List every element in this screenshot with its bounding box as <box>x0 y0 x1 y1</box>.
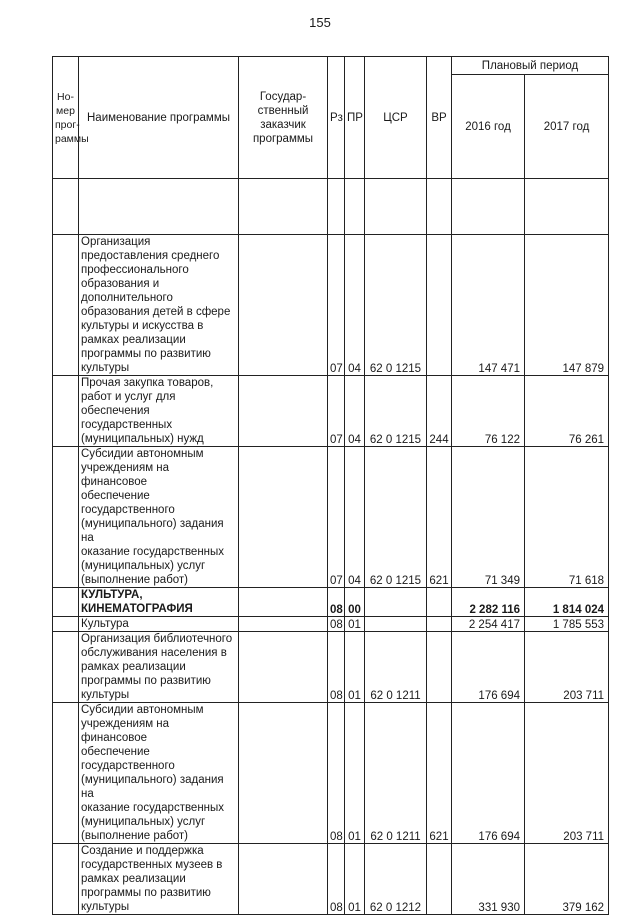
cell-pr: 01 <box>345 617 365 632</box>
cell-pr: 01 <box>345 844 365 915</box>
cell-pr: 04 <box>345 376 365 447</box>
program-name-line: (муниципальных) услуг <box>81 816 206 828</box>
cell-vr <box>427 235 452 376</box>
cell-2016: 71 349 <box>452 447 525 588</box>
cell-csr: 62 0 1212 <box>365 844 427 915</box>
cell-2017: 379 162 <box>525 844 609 915</box>
program-name-line: (выполнение работ) <box>81 830 189 842</box>
program-name-line: работ и услуг для <box>81 391 176 403</box>
cell-2016: 176 694 <box>452 632 525 703</box>
header-state-customer-line: Государ- <box>259 90 307 103</box>
table-row <box>53 447 609 588</box>
cell-vr: 621 <box>427 703 452 844</box>
program-name-line: дополнительного <box>81 292 173 304</box>
cell-vr <box>427 844 452 915</box>
cell-program-name <box>79 376 239 447</box>
cell-2016: 147 471 <box>452 235 525 376</box>
cell-rz: 08 <box>328 632 345 703</box>
cell-pr: 04 <box>345 235 365 376</box>
cell-2017: 71 618 <box>525 447 609 588</box>
cell-program-number <box>53 617 79 632</box>
cell-2016: 331 930 <box>452 844 525 915</box>
cell-state-customer <box>239 703 328 844</box>
cell-program-name <box>79 588 239 617</box>
table-row <box>53 235 609 376</box>
program-name-line: обеспечения <box>81 405 150 417</box>
program-name-line: Субсидии автономным <box>81 704 204 716</box>
cell-pr: 01 <box>345 703 365 844</box>
program-name-line: образования детей в сфере <box>81 306 231 318</box>
program-name-line: культуры и искусства в <box>81 320 204 332</box>
cell-program-name <box>79 703 239 844</box>
header-program-number-line: мер <box>56 104 75 117</box>
cell-program-number <box>53 632 79 703</box>
cell-2017: 147 879 <box>525 235 609 376</box>
cell-rz: 07 <box>328 376 345 447</box>
program-name-line: обеспечение <box>81 746 150 758</box>
table-row <box>53 588 609 617</box>
cell-csr: 62 0 1215 <box>365 376 427 447</box>
cell-state-customer <box>239 588 328 617</box>
program-name-line: государственного <box>81 760 175 772</box>
cell-program-number <box>53 235 79 376</box>
cell-pr: 00 <box>345 588 365 617</box>
cell-state-customer <box>239 844 328 915</box>
cell-2016: 2 254 417 <box>452 617 525 632</box>
header-csr: ЦСР <box>365 57 427 179</box>
header-program-name: Наименование программы <box>79 57 239 179</box>
program-name-line: оказание государственных <box>81 546 225 558</box>
program-name-line: Организация библиотечного <box>81 633 233 645</box>
cell-program-name <box>79 447 239 588</box>
cell-csr: 62 0 1215 <box>365 447 427 588</box>
cell-program-name <box>79 844 239 915</box>
header-program-number-line: прог- <box>55 118 80 131</box>
program-name-line: (муниципального) задания на <box>81 774 224 800</box>
cell-state-customer <box>239 632 328 703</box>
table-row <box>53 632 609 703</box>
program-name-line: культуры <box>81 362 130 374</box>
header-program-number-line: Но- <box>57 90 74 103</box>
program-name-line: программы по развитию <box>81 348 211 360</box>
header-state-customer-line: заказчик <box>260 118 306 131</box>
header-program-number-line: раммы <box>55 132 89 145</box>
program-name-line: предоставления среднего <box>81 250 220 262</box>
cell-csr: 62 0 1215 <box>365 235 427 376</box>
program-name-line: программы по развитию <box>81 675 211 687</box>
cell-2016: 76 122 <box>452 376 525 447</box>
cell-vr: 621 <box>427 447 452 588</box>
program-name-line: профессионального <box>81 264 189 276</box>
program-name-line: (муниципальных) услуг <box>81 560 206 572</box>
table-row <box>53 703 609 844</box>
cell-pr: 04 <box>345 447 365 588</box>
cell-state-customer <box>239 376 328 447</box>
cell-program-name <box>79 235 239 376</box>
cell-state-customer <box>239 447 328 588</box>
cell-csr <box>365 617 427 632</box>
cell-vr <box>427 588 452 617</box>
budget-table <box>52 56 609 915</box>
cell-program-name <box>79 632 239 703</box>
program-name-line: Прочая закупка товаров, <box>81 377 214 389</box>
cell-2017: 203 711 <box>525 632 609 703</box>
cell-csr <box>365 588 427 617</box>
header-pr: ПР <box>345 57 365 179</box>
program-name-line: государственного <box>81 504 175 516</box>
page-number: 155 <box>309 15 331 30</box>
header-state-customer <box>239 57 328 179</box>
program-name-line: учреждениям на финансовое <box>81 462 170 488</box>
table-row-spacer <box>53 179 609 235</box>
program-name-line: рамках реализации <box>81 334 186 346</box>
cell-vr <box>427 617 452 632</box>
cell-2017: 1 785 553 <box>525 617 609 632</box>
program-name-line: Создание и поддержка <box>81 845 204 857</box>
cell-2017: 203 711 <box>525 703 609 844</box>
cell-rz: 07 <box>328 447 345 588</box>
cell-csr: 62 0 1211 <box>365 632 427 703</box>
cell-rz: 08 <box>328 617 345 632</box>
header-vr: ВР <box>427 57 452 179</box>
program-name-line: Культура <box>81 618 129 630</box>
header-program-number <box>53 57 89 179</box>
cell-program-number <box>53 376 79 447</box>
cell-2017: 76 261 <box>525 376 609 447</box>
program-name-line: КУЛЬТУРА, <box>81 589 143 601</box>
header-year-2016: 2016 год <box>452 75 525 179</box>
program-name-line: (выполнение работ) <box>81 574 189 586</box>
cell-program-number <box>53 588 79 617</box>
program-name-line: учреждениям на финансовое <box>81 718 170 744</box>
cell-rz: 07 <box>328 235 345 376</box>
cell-rz: 08 <box>328 588 345 617</box>
cell-state-customer <box>239 617 328 632</box>
cell-2016: 176 694 <box>452 703 525 844</box>
cell-pr: 01 <box>345 632 365 703</box>
program-name-line: обслуживания населения в <box>81 647 227 659</box>
header-year-2017: 2017 год <box>525 75 609 179</box>
program-name-line: программы по развитию <box>81 887 211 899</box>
program-name-line: рамках реализации <box>81 661 186 673</box>
cell-vr: 244 <box>427 376 452 447</box>
program-name-line: оказание государственных <box>81 802 225 814</box>
table-row <box>53 844 609 915</box>
program-name-line: государственных музеев в <box>81 859 223 871</box>
header-state-customer-line: ственный <box>257 104 309 117</box>
cell-vr <box>427 632 452 703</box>
header-planned-period: Плановый период <box>452 57 609 75</box>
program-name-line: государственных <box>81 419 173 431</box>
cell-rz: 08 <box>328 844 345 915</box>
cell-2017: 1 814 024 <box>525 588 609 617</box>
program-name-line: рамках реализации <box>81 873 186 885</box>
program-name-line: обеспечение <box>81 490 150 502</box>
table-row <box>53 617 609 632</box>
table-row <box>53 376 609 447</box>
cell-2016: 2 282 116 <box>452 588 525 617</box>
cell-rz: 08 <box>328 703 345 844</box>
program-name-line: культуры <box>81 689 130 701</box>
cell-program-number <box>53 703 79 844</box>
cell-csr: 62 0 1211 <box>365 703 427 844</box>
cell-program-number <box>53 447 79 588</box>
cell-state-customer <box>239 235 328 376</box>
header-state-customer-line: программы <box>252 132 314 145</box>
program-name-line: Субсидии автономным <box>81 448 204 460</box>
program-name-line: КИНЕМАТОГРАФИЯ <box>81 603 193 615</box>
cell-program-number <box>53 844 79 915</box>
header-rz: Рз <box>328 57 345 179</box>
cell-program-name <box>79 617 239 632</box>
program-name-line: Организация <box>81 236 151 248</box>
program-name-line: образования и <box>81 278 160 290</box>
program-name-line: (муниципального) задания на <box>81 518 224 544</box>
table-body <box>53 179 609 915</box>
program-name-line: культуры <box>81 901 130 913</box>
program-name-line: (муниципальных) нужд <box>81 433 204 445</box>
